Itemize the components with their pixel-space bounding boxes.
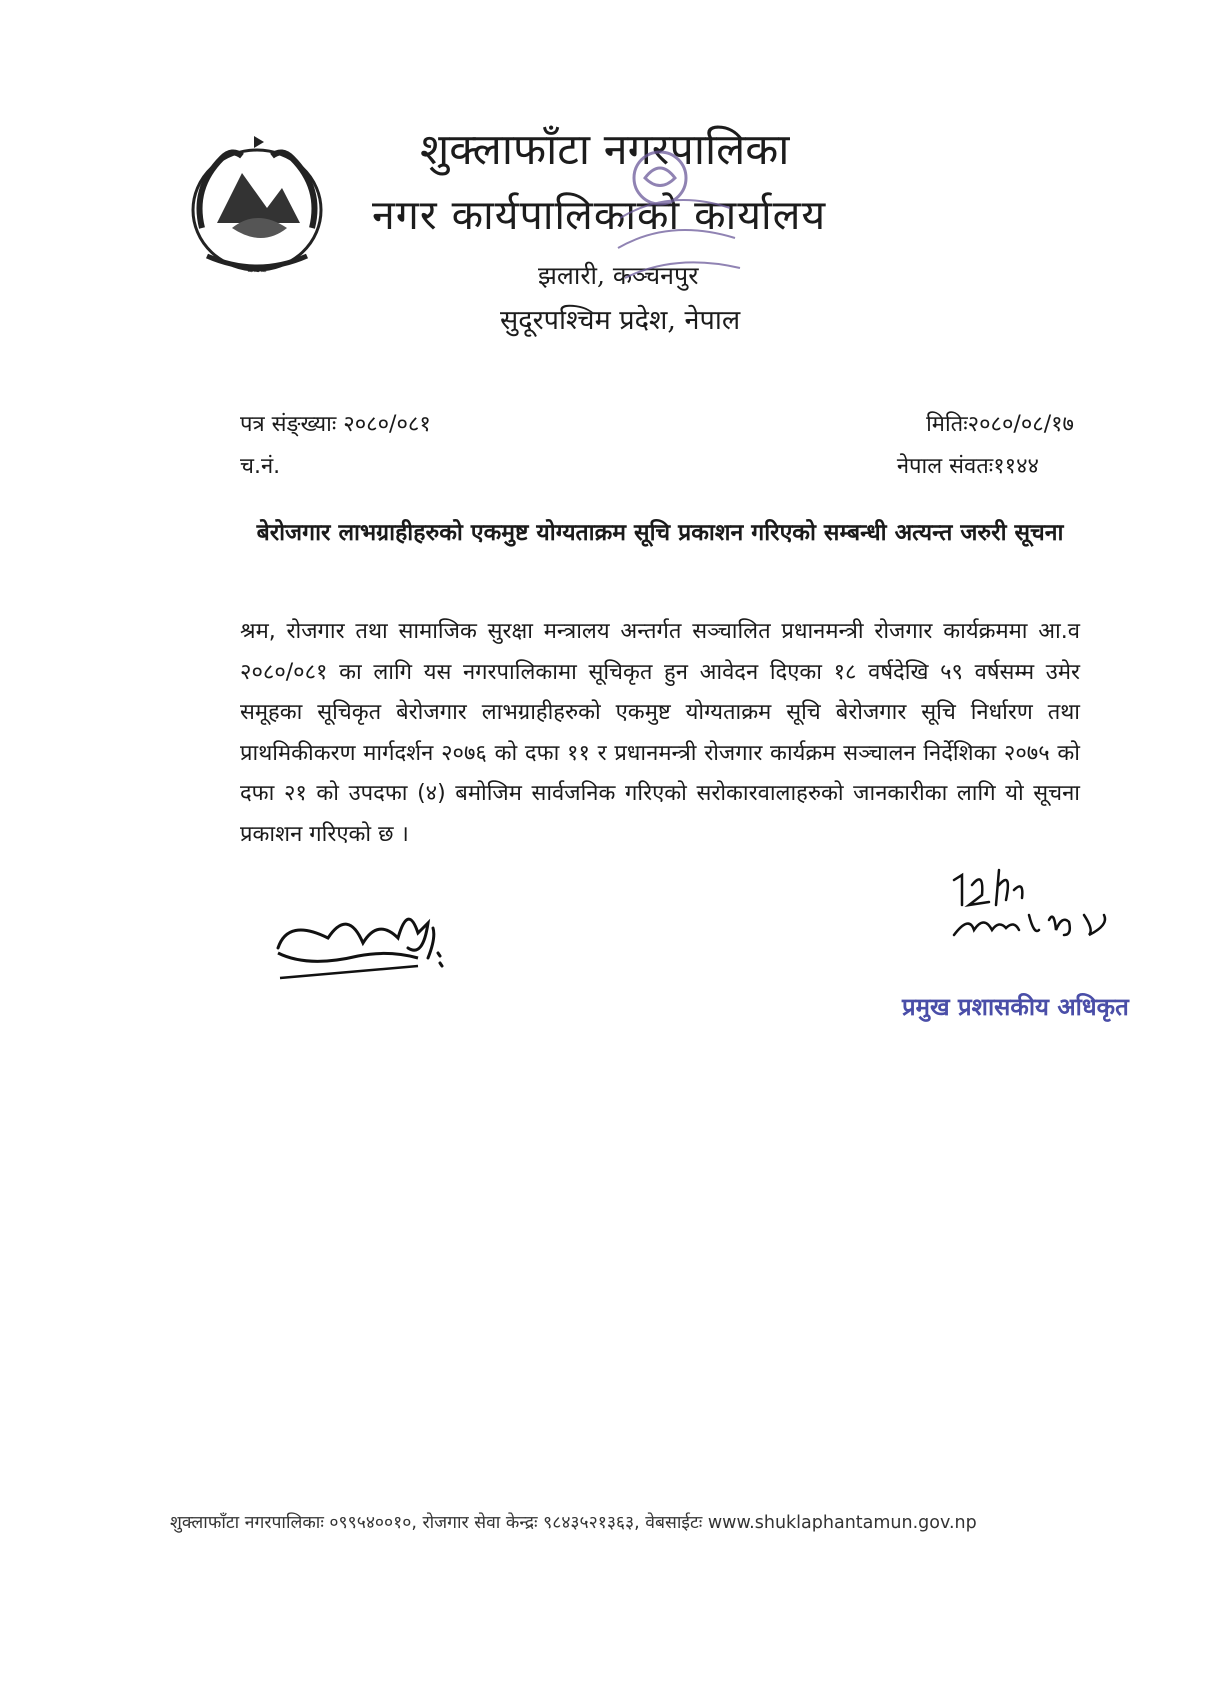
footer-contact: शुक्लाफाँटा नगरपालिकाः ०९९५४००१०, रोजगार सेवा केन्द्रः ९८४३५२१३६३, वेबसाईटः www.shuklaphantamun.gov.np xyxy=(170,1513,977,1533)
office-subtitle: नगर कार्यपालिकाको कार्यालय xyxy=(372,191,827,239)
nepal-samvat-date: नेपाल संवतः११४४ xyxy=(896,454,1039,479)
signatory-designation: प्रमुख प्रशासकीय अधिकृत xyxy=(902,993,1129,1021)
letter-number: पत्र संङ्ख्याः २०८०/०८१ xyxy=(240,412,431,437)
letter-date: मितिः२०८०/०८/१७ xyxy=(926,412,1074,437)
handwritten-signature-icon xyxy=(268,898,468,988)
notice-subject: बेरोजगार लाभग्राहीहरुको एकमुष्ट योग्यताक्रम सूचि प्रकाशन गरिएको सम्बन्धी अत्यन्त जरुरी सूचना xyxy=(256,520,1064,546)
notice-body: श्रम, रोजगार तथा सामाजिक सुरक्षा मन्त्रालय अन्तर्गत सञ्चालित प्रधानमन्त्री रोजगार कार्यक्रममा आ.व २०८०/०८१ का लागि यस नगरपालिकामा सूचिकृत हुन आवेदन दिएका १८ वर्षदेखि ५९ वर्षसम्म उमेर समूहका सूचिकृत बेरोजगार लाभग्राहीहरुको एकमुष्ट योग्यताक्रम सूचि बेरोजगार सूचि निर्धारण तथा प्राथमिकीकरण मार्गदर्शन २०७६ को दफा ११ र प्रधानमन्त्री रोजगार कार्यक्रम सञ्चालन निर्देशिका २०७५ को दफा २१ को उपदफा (४) बमोजिम सार्वजनिक गरिएको सरोकारवालाहरुको जानकारीका लागि यो सूचना प्रकाशन गरिएको छ । xyxy=(240,619,1080,847)
nepal-government-emblem-icon xyxy=(172,128,342,288)
office-name: शुक्लाफाँटा नगरपालिका xyxy=(420,125,790,175)
office-location: झलारी, कञ्चनपुर xyxy=(538,261,699,290)
dispatch-number: च.नं. xyxy=(240,454,281,479)
svg-text:~~~: ~~~ xyxy=(246,267,268,276)
office-province: सुदूरपश्चिम प्रदेश, नेपाल xyxy=(500,305,741,336)
office-seal-stamp-icon xyxy=(600,148,750,318)
handwritten-signature-with-date-icon xyxy=(944,860,1144,960)
